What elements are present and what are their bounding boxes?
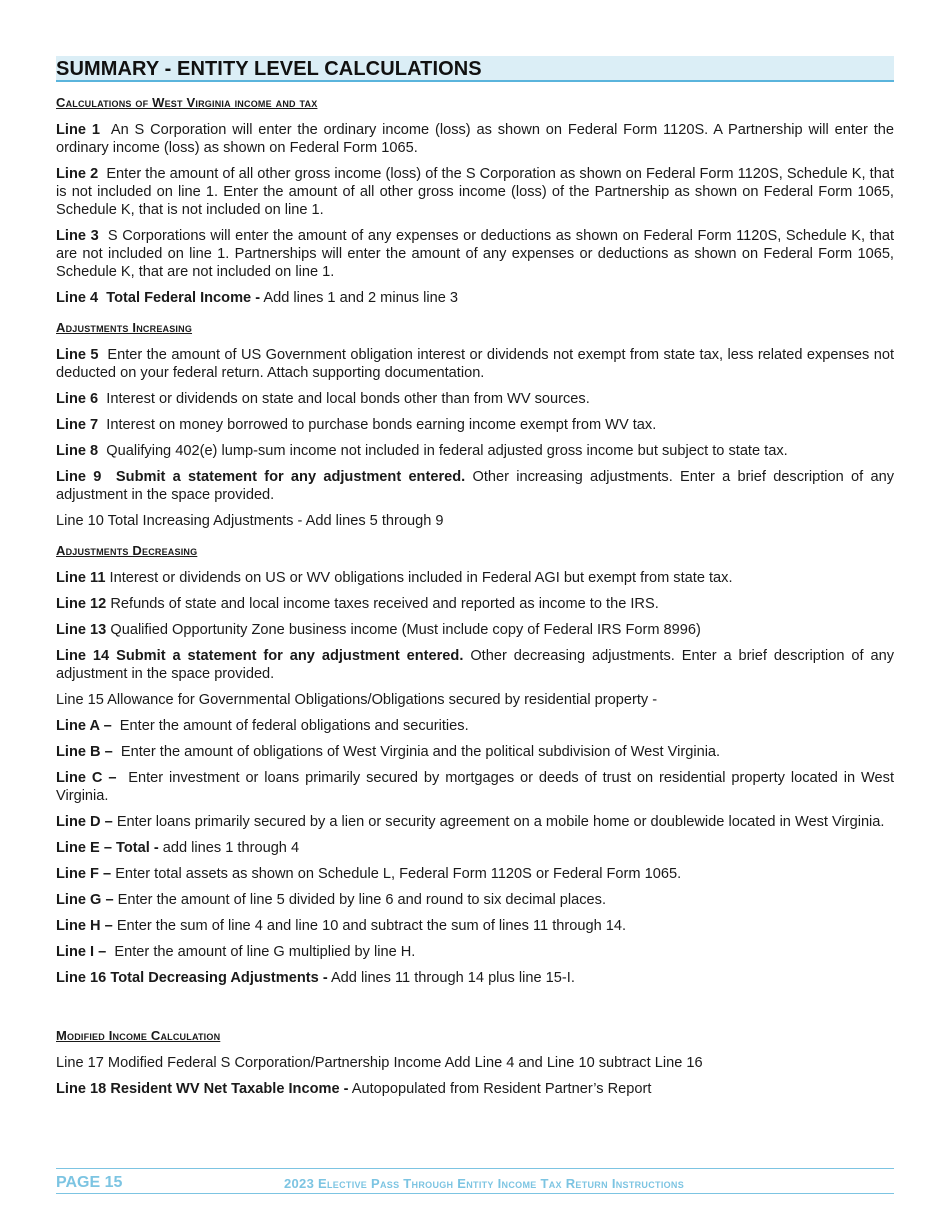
- line-bold-text: Submit a statement for any adjustment entered.: [115, 469, 466, 485]
- line-text: Enter the amount of line 5 divided by line 6 and round to six decimal places.: [117, 892, 607, 908]
- line-2: [56, 165, 894, 219]
- line-bold-text: Submit a statement for any adjustment entered.: [116, 648, 464, 664]
- line-text: Autopopulated from Resident Partner’s Report: [351, 1081, 652, 1097]
- line-13: [56, 621, 894, 639]
- line-i: [56, 943, 894, 961]
- line-text: Enter the sum of line 4 and line 10 and subtract the sum of lines 11 through 14.: [116, 918, 627, 934]
- line-text: Enter the amount of line G multiplied by line H.: [114, 944, 416, 960]
- line-label: Line 7: [56, 417, 99, 433]
- line-label: Line 14: [56, 648, 110, 664]
- line-11: [56, 569, 894, 587]
- line-label: Line E – Total -: [56, 840, 159, 856]
- line-label: Line 16: [56, 970, 107, 986]
- line-text: Refunds of state and local income taxes received and reported as income to the IRS.: [110, 596, 659, 612]
- line-label: Line 3: [56, 228, 99, 244]
- line-label: Line C –: [56, 770, 117, 786]
- line-label: Line G –: [56, 892, 114, 908]
- line-f: [56, 865, 894, 883]
- line-17: [56, 1054, 894, 1072]
- line-label: Line 8: [56, 443, 99, 459]
- line-c: [56, 769, 894, 805]
- line-label: Line 18: [56, 1081, 107, 1097]
- line-label: Line 12: [56, 596, 107, 612]
- line-10: [56, 512, 894, 530]
- line-text: add lines 1 through 4: [162, 840, 300, 856]
- line-h: [56, 917, 894, 935]
- line-text: Enter the amount of federal obligations and securities.: [119, 718, 469, 734]
- line-label: Line 9: [56, 469, 102, 485]
- line-b: [56, 743, 894, 761]
- line-8: [56, 442, 894, 460]
- line-18: [56, 1080, 894, 1098]
- section-heading-adjustments-decreasing: Adjustments Decreasing: [56, 543, 198, 558]
- line-text: Qualified Opportunity Zone business income (Must include copy of Federal IRS Form 8996): [110, 622, 701, 638]
- line-label: Line 6: [56, 391, 99, 407]
- line-label: Line 13: [56, 622, 107, 638]
- line-5: [56, 346, 894, 382]
- line-label: Line D –: [56, 814, 113, 830]
- line-text: Qualifying 402(e) lump-sum income not included in federal adjusted gross income but subject to state tax.: [106, 443, 788, 459]
- page-title: SUMMARY - ENTITY LEVEL CALCULATIONS: [56, 58, 482, 80]
- document-title: 2023 Elective Pass Through Entity Income Tax Return Instructions: [284, 1176, 685, 1191]
- line-6: [56, 390, 894, 408]
- line-text: Interest or dividends on state and local bonds other than from WV sources.: [106, 391, 590, 407]
- line-4: [56, 289, 894, 307]
- line-text: An S Corporation will enter the ordinary income (loss) as shown on Federal Form 1120S. A Partnership will enter the ordinary income (loss) as shown on Federal Form 1065.: [56, 122, 895, 156]
- line-text: Line 15 Allowance for Governmental Obligations/Obligations secured by residential property -: [56, 692, 658, 708]
- line-label: Line 2: [56, 166, 99, 182]
- page-footer: [56, 1168, 894, 1194]
- line-label: Line 11: [56, 570, 106, 586]
- line-text: Enter loans primarily secured by a lien or security agreement on a mobile home or doublewide located in West Virginia.: [116, 814, 885, 830]
- line-1: [56, 121, 894, 157]
- line-label: Line F –: [56, 866, 112, 882]
- line-a: [56, 717, 894, 735]
- line-label: Line 1: [56, 122, 100, 138]
- line-text: Enter the amount of obligations of West Virginia and the political subdivision of West Virginia.: [120, 744, 721, 760]
- line-text: Interest or dividends on US or WV obligations included in Federal AGI but exempt from state tax.: [109, 570, 733, 586]
- line-d: [56, 813, 894, 831]
- page-content: [56, 56, 894, 1098]
- section-heading-adjustments-increasing: Adjustments Increasing: [56, 320, 193, 335]
- line-text: Other decreasing adjustments. Enter a brief description of any adjustment in the space provided.: [56, 648, 894, 682]
- line-bold-text: Total Federal Income -: [106, 290, 261, 306]
- line-e: [56, 839, 894, 857]
- line-label: Line H –: [56, 918, 113, 934]
- line-text: Enter total assets as shown on Schedule L, Federal Form 1120S or Federal Form 1065.: [115, 866, 682, 882]
- title-bar: [56, 56, 894, 82]
- section-heading-calculations: Calculations of West Virginia income and tax: [56, 95, 318, 110]
- line-text: S Corporations will enter the amount of any expenses or deductions as shown on Federal Form 1120S, Schedule K, that are not included on line 1. Partnerships will enter the amount of any expenses or deductions as shown on Federal Form 1065, Schedule K, that are not included on line 1.: [56, 228, 894, 280]
- spacer: [56, 987, 894, 1015]
- line-label: Line 4: [56, 290, 99, 306]
- line-text: Enter the amount of all other gross income (loss) of the S Corporation as shown on Federal Form 1120S, Schedule K, that is not included on line 1. Enter the amount of all other gross income (loss) of the Partnership as shown on Federal Form 1065, Schedule K, that is not included on line 1.: [56, 166, 894, 218]
- line-12: [56, 595, 894, 613]
- line-text: Enter investment or loans primarily secured by mortgages or deeds of trust on residential property located in West Virginia.: [56, 770, 895, 804]
- line-bold-text: Resident WV Net Taxable Income -: [110, 1081, 349, 1097]
- line-14: [56, 647, 894, 683]
- line-15: [56, 691, 894, 709]
- line-label: Line B –: [56, 744, 113, 760]
- line-3: [56, 227, 894, 281]
- section-heading-modified-income: Modified Income Calculation: [56, 1028, 221, 1043]
- line-label: Line I –: [56, 944, 107, 960]
- line-text: Line 17 Modified Federal S Corporation/Partnership Income Add Line 4 and Line 10 subtract Line 16: [56, 1055, 703, 1071]
- page-number: PAGE 15: [56, 1174, 123, 1191]
- line-16: [56, 969, 894, 987]
- line-text: Add lines 1 and 2 minus line 3: [263, 290, 459, 306]
- line-7: [56, 416, 894, 434]
- line-text: Other increasing adjustments. Enter a brief description of any adjustment in the space provided.: [56, 469, 894, 503]
- line-9: [56, 468, 894, 504]
- line-text: Interest on money borrowed to purchase bonds earning income exempt from WV tax.: [106, 417, 657, 433]
- line-label: Line 5: [56, 347, 99, 363]
- line-text: Line 10 Total Increasing Adjustments - Add lines 5 through 9: [56, 513, 444, 529]
- line-label: Line A –: [56, 718, 112, 734]
- line-g: [56, 891, 894, 909]
- line-text: Enter the amount of US Government obligation interest or dividends not exempt from state tax, less related expenses not deducted on your federal return. Attach supporting documentation.: [56, 347, 895, 381]
- line-text: Add lines 11 through 14 plus line 15-I.: [330, 970, 575, 986]
- line-bold-text: Total Decreasing Adjustments -: [110, 970, 328, 986]
